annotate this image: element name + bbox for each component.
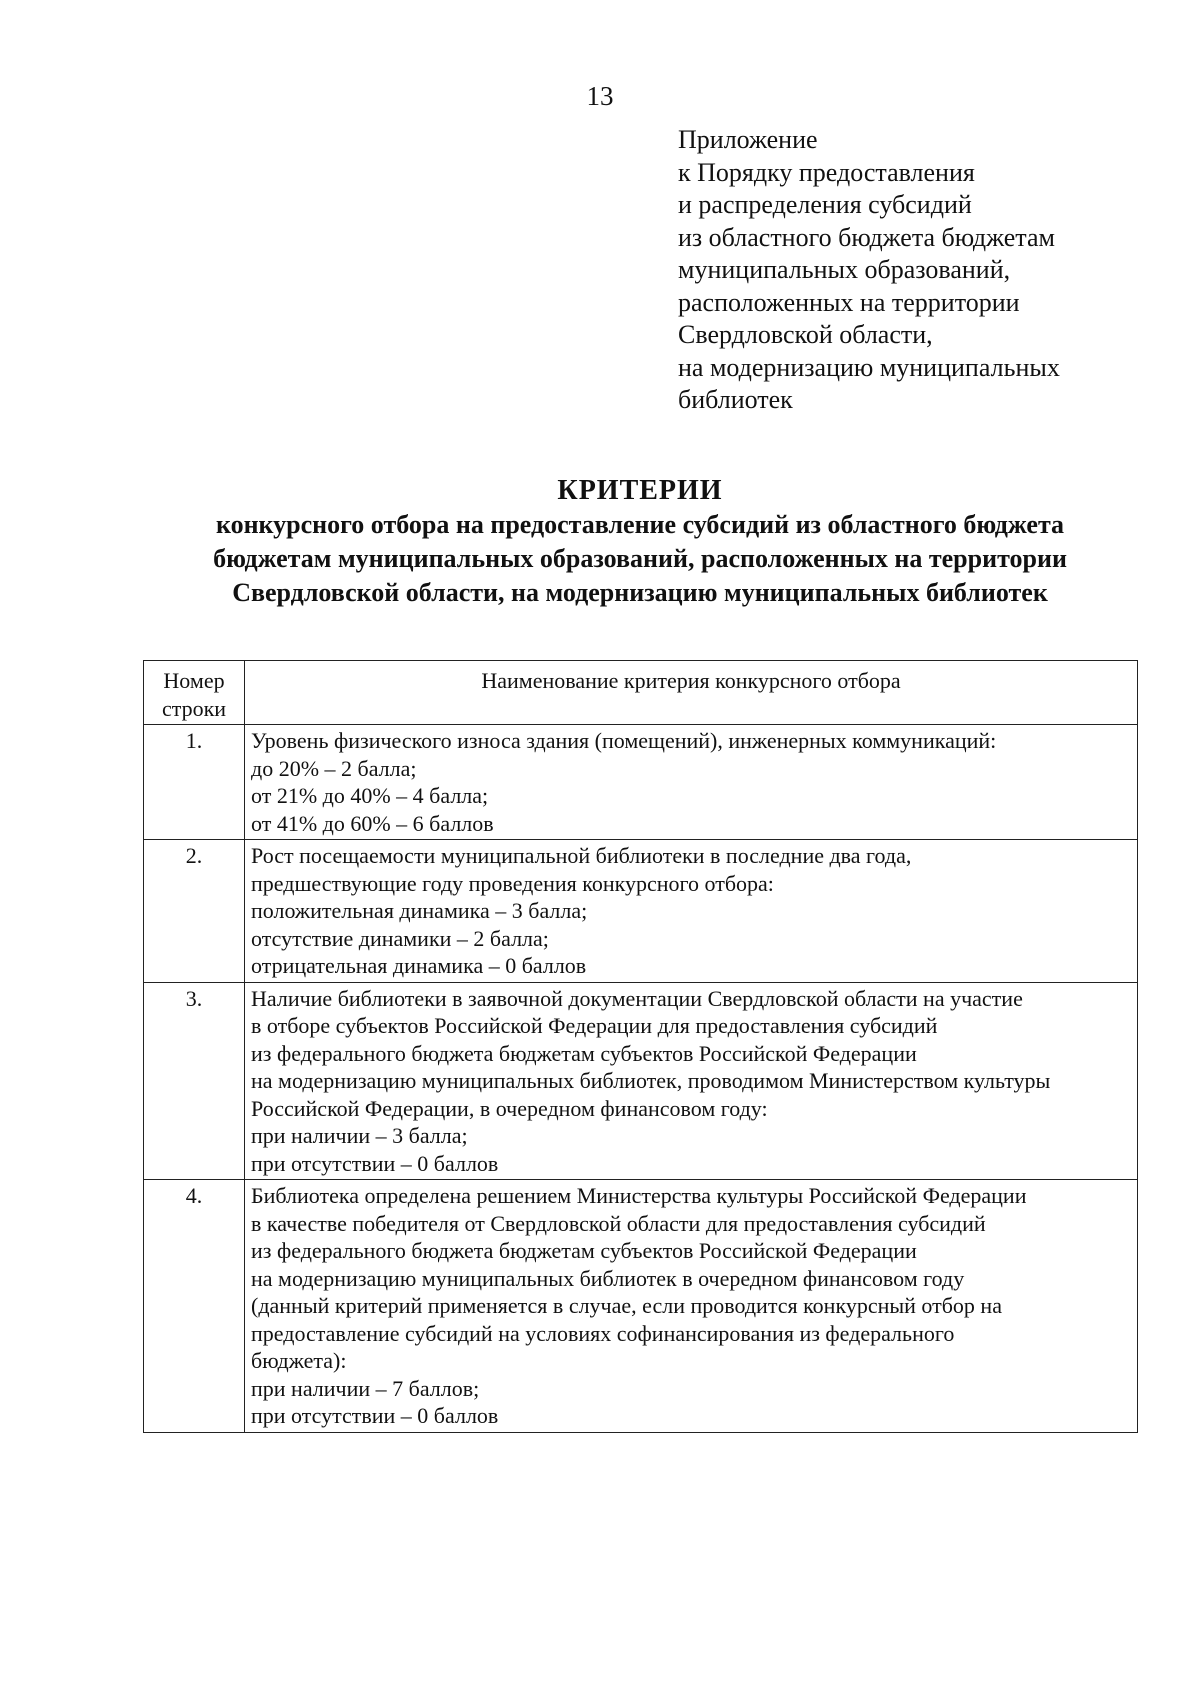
criterion-line: при наличии – 7 баллов; [251, 1375, 480, 1401]
appendix-line: расположенных на территории [678, 287, 1020, 317]
title-main: КРИТЕРИИ [557, 475, 723, 506]
criterion-line: на модернизацию муниципальных библиотек в очередном финансовом году [251, 1265, 965, 1291]
criterion-line: при отсутствии – 0 баллов [251, 1403, 499, 1428]
criterion-text [245, 982, 1138, 1180]
appendix-line: на модернизацию муниципальных [678, 352, 1060, 382]
criterion-text [245, 1180, 1138, 1433]
criterion-line: Российской Федерации, в очередном финансовом году: [251, 1095, 768, 1121]
row-number: 4. [144, 1180, 245, 1433]
criterion-line: предоставление субсидий на условиях софинансирования из федерального [251, 1320, 955, 1346]
criterion-line: от 41% до 60% – 6 баллов [251, 810, 494, 836]
header-criterion-name: Наименование критерия конкурсного отбора [245, 661, 1138, 725]
criterion-line: на модернизацию муниципальных библиотек, проводимом Министерством культуры [251, 1068, 1051, 1093]
criterion-text [245, 725, 1138, 840]
criterion-line: положительная динамика – 3 балла; [251, 898, 588, 923]
criterion-line: (данный критерий применяется в случае, если проводится конкурсный отбор на [251, 1293, 1002, 1318]
criterion-line: от 21% до 40% – 4 балла; [251, 783, 489, 808]
table-row [144, 1180, 1138, 1433]
table-header-row [144, 661, 1138, 725]
title-subtitle [110, 508, 1170, 610]
appendix-line: Свердловской области, [678, 320, 933, 349]
criterion-line: в качестве победителя от Свердловской области для предоставления субсидий [251, 1210, 986, 1236]
criterion-text [245, 840, 1138, 983]
appendix-line: библиотек [678, 385, 793, 414]
criterion-line: до 20% – 2 балла; [251, 755, 417, 781]
appendix-line: муниципальных образований, [678, 255, 1011, 284]
criterion-line: Наличие библиотеки в заявочной документации Свердловской области на участие [251, 985, 1023, 1011]
header-number-line: Номер [163, 668, 225, 693]
appendix-line: из областного бюджета бюджетам [678, 222, 1055, 252]
criterion-line: при наличии – 3 балла; [251, 1123, 468, 1148]
table-row [144, 840, 1138, 983]
header-number-line: строки [161, 695, 227, 721]
appendix-line: к Порядку предоставления [678, 157, 975, 187]
page-number: 13 [586, 81, 614, 111]
table-row [144, 725, 1138, 840]
criterion-line: предшествующие году проведения конкурсного отбора: [251, 870, 774, 896]
appendix-header [678, 124, 1158, 417]
criterion-line: из федерального бюджета бюджетам субъектов Российской Федерации [251, 1040, 917, 1066]
criterion-line: из федерального бюджета бюджетам субъектов Российской Федерации [251, 1238, 917, 1263]
row-number: 3. [144, 982, 245, 1180]
header-row-number [144, 661, 245, 725]
title-sub-line: бюджетам муниципальных образований, расположенных на территории [213, 544, 1067, 573]
row-number: 1. [144, 725, 245, 840]
criterion-line: бюджета): [251, 1348, 347, 1373]
table-row [144, 982, 1138, 1180]
criterion-line: Рост посещаемости муниципальной библиотеки в последние два года, [251, 843, 912, 868]
criterion-line: в отборе субъектов Российской Федерации для предоставления субсидий [251, 1013, 938, 1038]
criterion-line: Уровень физического износа здания (помещений), инженерных коммуникаций: [251, 728, 997, 753]
criterion-line: при отсутствии – 0 баллов [251, 1150, 499, 1176]
criterion-line: Библиотека определена решением Министерства культуры Российской Федерации [251, 1183, 1027, 1208]
appendix-line: Приложение [678, 125, 818, 154]
criterion-line: отсутствие динамики – 2 балла; [251, 925, 549, 951]
appendix-line: и распределения субсидий [678, 190, 972, 219]
criteria-table [143, 660, 1138, 1433]
title-sub-line: Свердловской области, на модернизацию муниципальных библиотек [232, 578, 1048, 607]
criterion-line: отрицательная динамика – 0 баллов [251, 953, 587, 978]
title-sub-line: конкурсного отбора на предоставление субсидий из областного бюджета [215, 510, 1065, 539]
row-number: 2. [144, 840, 245, 983]
document-title [110, 474, 1170, 610]
